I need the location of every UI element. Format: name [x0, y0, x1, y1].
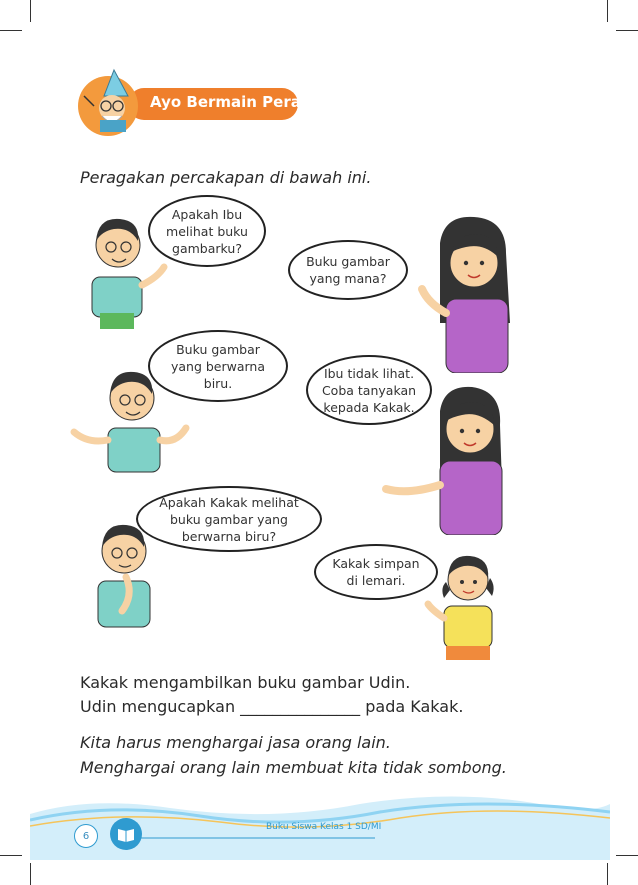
speech-bubble: Kakak simpan di lemari. [314, 544, 438, 600]
page-number: 6 [82, 830, 90, 842]
speech-bubble: Buku gambar yang mana? [288, 240, 408, 300]
footer-book-title: Buku Siswa Kelas 1 SD/MI [266, 822, 382, 832]
crop-mark [30, 0, 31, 22]
speech-bubble: Buku gambar yang berwarna biru. [148, 330, 288, 402]
speech-bubble: Apakah Kakak melihat buku gambar yang berwarna biru? [136, 486, 322, 552]
crop-mark [0, 855, 22, 856]
crop-mark [30, 863, 31, 885]
fill-in-blank-line: Udin mengucapkan _______________ pada Kakak. [80, 697, 464, 716]
book-icon [110, 818, 142, 850]
speech-bubble: Apakah Ibu melihat buku gambarku? [148, 195, 266, 267]
paragraph-line: Kita harus menghargai jasa orang lain. [80, 733, 391, 752]
crop-mark [0, 30, 22, 31]
instruction-text: Peragakan percakapan di bawah ini. [80, 168, 372, 187]
wizard-mascot-icon [70, 66, 150, 136]
paragraph-line: Menghargai orang lain membuat kita tidak sombong. [80, 758, 507, 777]
mother-illustration [410, 213, 530, 373]
crop-mark [616, 30, 638, 31]
paragraph-line: Kakak mengambilkan buku gambar Udin. [80, 673, 411, 692]
crop-mark [616, 855, 638, 856]
crop-mark [607, 0, 608, 22]
crop-mark [607, 863, 608, 885]
speech-bubble: Ibu tidak lihat. Coba tanyakan kepada Kakak. [306, 355, 432, 425]
page-number-badge [74, 824, 98, 848]
banner-title: Ayo Bermain Peran [150, 93, 312, 111]
